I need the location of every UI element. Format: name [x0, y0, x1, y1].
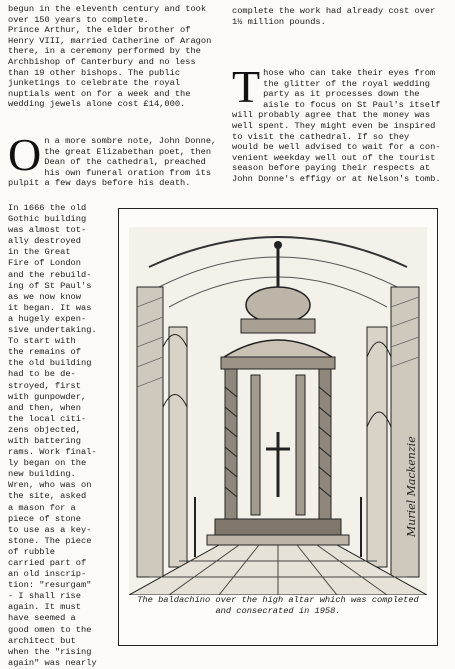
figure-caption: The baldachino over the high altar which was completed and consecrated in 1958. [137, 595, 419, 616]
artist-signature: Muriel Mackenzie [405, 436, 418, 537]
top-right-paragraph: complete the work had already cost over 1½ million pounds. [232, 6, 436, 27]
dropcap-o: O [8, 129, 42, 180]
visit-paragraph-text: hose who can take their eyes from the glitter of the royal wedding party as it processes down the aisle to focus on St Paul's itself will probably agree that the money was well spent. They might even be inspired to visit the cathedral. If so they would be well advised to wait for a con- venient weekday well out of the tourist season before paying their respects at John Donne's effigy or at Nelson's tomb. [232, 68, 441, 184]
donne-paragraph [8, 129, 230, 189]
visit-paragraph [232, 61, 454, 185]
baldachino-figure [118, 208, 438, 646]
donne-paragraph-text: n a more sombre note, John Donne, the great Elizabethan poet, then Dean of the cathedral, preached his own funeral oration from its pulpit a few days before his death. [8, 136, 217, 189]
narrow-column-text: In 1666 the old Gothic building was almost tot- ally destroyed in the Great Fire of London and the rebuild- ing of St Paul's as we now know it began. It was a hugely expen- sive undertaking. To start with the remains of the old building had to be de- stroyed, first with gunpowder, and then, when the local citi- zens objected, with battering rams. Work final- ly began on the new building. Wren, who was on the site, asked a mason for a piece of stone to use as a key- stone. The piece of rubble carried part of an old inscrip- tion: "resurgam" - I shall rise again. It must have seemed a good omen to the architect but when the "rising again" was nearly [8, 203, 97, 668]
baldachino-illustration [129, 227, 427, 595]
top-left-paragraph: begun in the eleventh century and took over 150 years to complete. Prince Arthur, the elder brother of Henry VIII, married Catherine of Aragon there, in a ceremony performed by the Archbishop of Canterbury and no less than 19 other bishops. The public junketings to celebrate the royal nuptials went on for a week and the wedding jewels alone cost £14,000. [8, 4, 212, 110]
dropcap-t: T [232, 61, 261, 112]
